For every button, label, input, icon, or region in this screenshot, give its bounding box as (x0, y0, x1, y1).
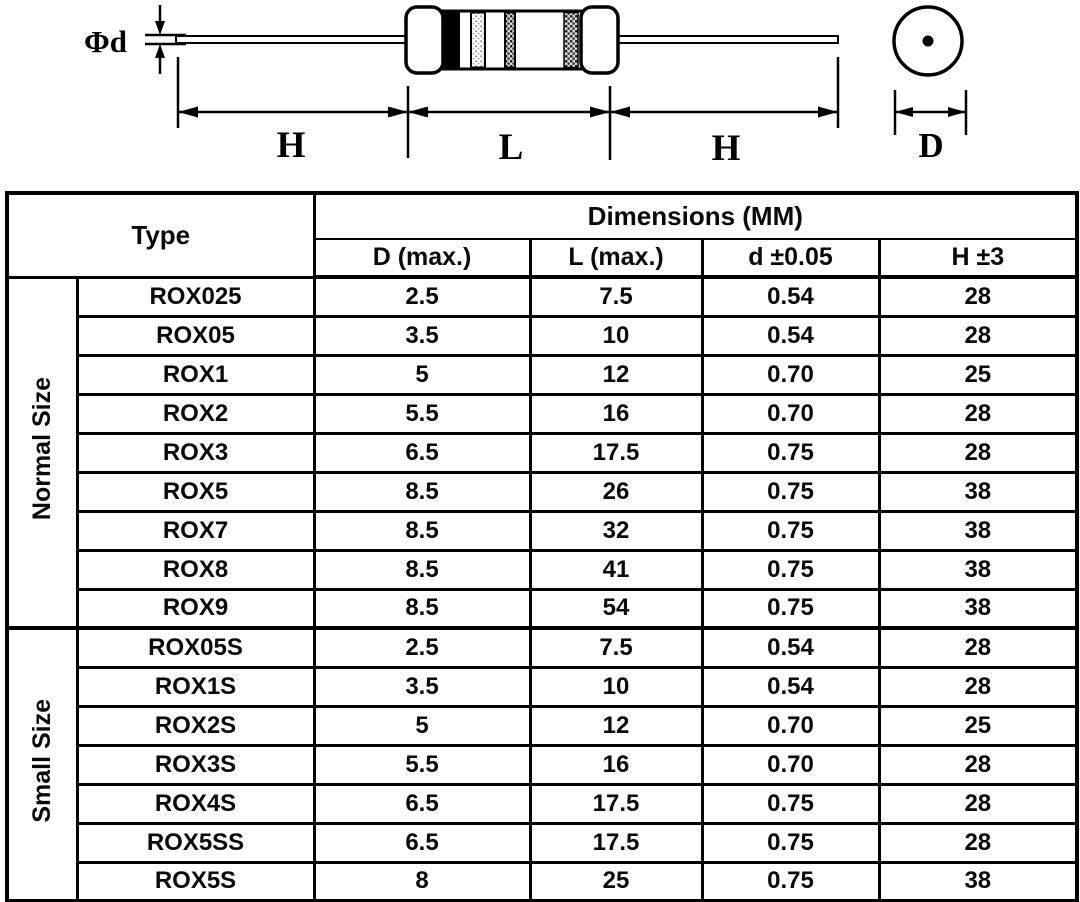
arrow-h-right-out (818, 107, 838, 118)
row-group-cell (7, 277, 77, 628)
value-cell: 28 (879, 745, 1077, 784)
type-cell: ROX5S (77, 862, 314, 901)
value-cell: 0.75 (702, 433, 879, 472)
value-cell: 0.54 (702, 277, 879, 316)
value-cell: 17.5 (530, 784, 702, 823)
value-cell: 5.5 (314, 745, 530, 784)
value-cell: 8.5 (314, 472, 530, 511)
value-cell: 12 (530, 355, 702, 394)
type-cell: ROX05 (77, 316, 314, 355)
value-cell: 10 (530, 667, 702, 706)
column-header-d-tol: d ±0.05 (702, 239, 879, 277)
value-cell: 25 (879, 706, 1077, 745)
type-cell: ROX9 (77, 589, 314, 628)
value-cell: 3.5 (314, 667, 530, 706)
left-lead-wire (176, 36, 409, 43)
value-cell: 38 (879, 589, 1077, 628)
type-cell: ROX7 (77, 511, 314, 550)
h-right-label: H (711, 128, 741, 169)
arrow-l-right (590, 107, 610, 118)
value-cell: 38 (879, 472, 1077, 511)
value-cell: 28 (879, 316, 1077, 355)
arrow-h-right-in (610, 107, 630, 118)
column-header-d-max: D (max.) (314, 239, 530, 277)
value-cell: 7.5 (530, 277, 702, 316)
value-cell: 32 (530, 511, 702, 550)
value-cell: 2.5 (314, 277, 530, 316)
value-cell: 28 (879, 784, 1077, 823)
value-cell: 0.54 (702, 316, 879, 355)
d-arrow-left (895, 107, 913, 117)
group-label: Normal Size (27, 377, 56, 521)
value-cell: 16 (530, 394, 702, 433)
value-cell: 0.75 (702, 862, 879, 901)
value-cell: 0.75 (702, 550, 879, 589)
h-left-label: H (276, 125, 306, 166)
value-cell: 26 (530, 472, 702, 511)
value-cell: 0.75 (702, 784, 879, 823)
table-row (7, 394, 1077, 433)
table-row (7, 628, 1077, 667)
value-cell: 28 (879, 823, 1077, 862)
arrow-h-left-in (388, 107, 408, 118)
type-cell: ROX4S (77, 784, 314, 823)
phi-d-label: Φd (84, 24, 127, 59)
table-row (7, 355, 1077, 394)
value-cell: 6.5 (314, 784, 530, 823)
value-cell: 16 (530, 745, 702, 784)
phi-d-arrow-up (155, 44, 165, 58)
type-cell: ROX2 (77, 394, 314, 433)
type-cell: ROX8 (77, 550, 314, 589)
table-header (7, 193, 1077, 277)
value-cell: 8.5 (314, 550, 530, 589)
type-column-header: Type (7, 193, 314, 277)
value-cell: 38 (879, 550, 1077, 589)
type-cell: ROX1 (77, 355, 314, 394)
value-cell: 54 (530, 589, 702, 628)
value-cell: 2.5 (314, 628, 530, 667)
table-row (7, 784, 1077, 823)
type-cell: ROX5SS (77, 823, 314, 862)
value-cell: 17.5 (530, 823, 702, 862)
phi-d-arrow-down (155, 21, 165, 35)
value-cell: 6.5 (314, 433, 530, 472)
value-cell: 10 (530, 316, 702, 355)
value-cell: 41 (530, 550, 702, 589)
row-group-cell (7, 628, 77, 901)
dimensions-table (5, 191, 1079, 902)
table-row (7, 589, 1077, 628)
value-cell: 38 (879, 862, 1077, 901)
value-cell: 0.75 (702, 589, 879, 628)
value-cell: 0.75 (702, 511, 879, 550)
resistor-cap-right (581, 7, 618, 73)
value-cell: 25 (530, 862, 702, 901)
column-header-l-max: L (max.) (530, 239, 702, 277)
table-row (7, 823, 1077, 862)
value-cell: 8.5 (314, 589, 530, 628)
value-cell: 5.5 (314, 394, 530, 433)
value-cell: 38 (879, 511, 1077, 550)
group-label: Small Size (27, 699, 56, 823)
type-cell: ROX5 (77, 472, 314, 511)
table-row (7, 706, 1077, 745)
d-label: D (918, 126, 944, 165)
arrow-h-left-out (178, 107, 198, 118)
type-cell: ROX3S (77, 745, 314, 784)
value-cell: 8 (314, 862, 530, 901)
table-row (7, 745, 1077, 784)
table-row (7, 550, 1077, 589)
value-cell: 28 (879, 394, 1077, 433)
value-cell: 25 (879, 355, 1077, 394)
type-cell: ROX1S (77, 667, 314, 706)
value-cell: 5 (314, 355, 530, 394)
type-cell: ROX3 (77, 433, 314, 472)
d-arrow-right (948, 107, 966, 117)
value-cell: 28 (879, 433, 1077, 472)
type-cell: ROX025 (77, 277, 314, 316)
resistor-dimension-diagram (0, 0, 1080, 190)
dimensions-header: Dimensions (MM) (314, 193, 1077, 239)
value-cell: 0.70 (702, 355, 879, 394)
value-cell: 28 (879, 667, 1077, 706)
value-cell: 0.70 (702, 706, 879, 745)
value-cell: 8.5 (314, 511, 530, 550)
table-row (7, 667, 1077, 706)
value-cell: 5 (314, 706, 530, 745)
column-header-h-tol: H ±3 (879, 239, 1077, 277)
type-cell: ROX05S (77, 628, 314, 667)
table-row (7, 472, 1077, 511)
table-body (7, 277, 1077, 901)
value-cell: 6.5 (314, 823, 530, 862)
value-cell: 28 (879, 628, 1077, 667)
resistor-band-black (443, 13, 460, 68)
type-cell: ROX2S (77, 706, 314, 745)
value-cell: 17.5 (530, 433, 702, 472)
value-cell: 0.54 (702, 667, 879, 706)
right-lead-wire (611, 36, 838, 43)
resistor-band-stipple-3 (564, 13, 578, 68)
resistor-band-stipple-1 (471, 13, 485, 68)
end-view-center-dot (923, 36, 934, 47)
resistor-band-stipple-2 (505, 13, 515, 68)
value-cell: 0.70 (702, 394, 879, 433)
value-cell: 7.5 (530, 628, 702, 667)
value-cell: 12 (530, 706, 702, 745)
table-row (7, 511, 1077, 550)
header-row-main (7, 193, 1077, 239)
value-cell: 0.54 (702, 628, 879, 667)
value-cell: 28 (879, 277, 1077, 316)
table-row (7, 433, 1077, 472)
value-cell: 0.75 (702, 472, 879, 511)
table-row (7, 862, 1077, 901)
l-label: L (498, 127, 524, 168)
resistor-cap-left (406, 7, 443, 73)
table-row (7, 316, 1077, 355)
value-cell: 3.5 (314, 316, 530, 355)
value-cell: 0.70 (702, 745, 879, 784)
arrow-l-left (408, 107, 428, 118)
value-cell: 0.75 (702, 823, 879, 862)
table-row (7, 277, 1077, 316)
